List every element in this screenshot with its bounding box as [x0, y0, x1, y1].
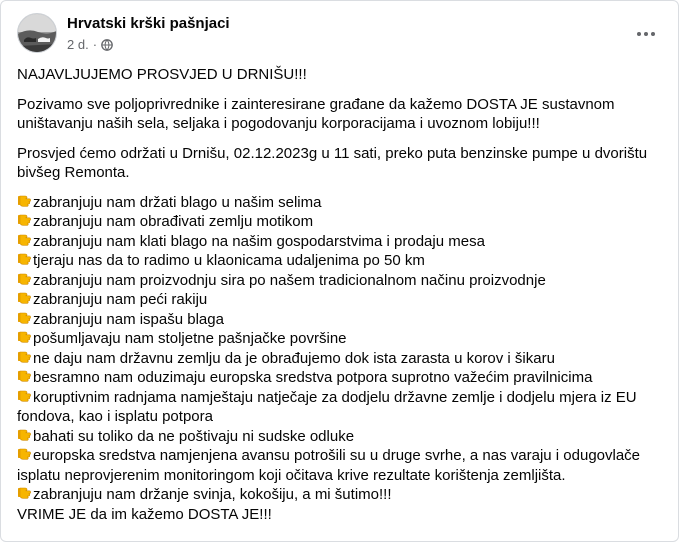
- list-item-text: europska sredstva namjenjena avansu potrošili su u druge svrhe, a nas varaju i odugovlače isplatu neprovjerenim monitoringom koji očitava krive rezultate korištenja zemljišta.: [17, 447, 641, 484]
- pointing-down-hand-icon: [17, 427, 33, 443]
- list-item-text: besramno nam oduzimaju europska sredstva potpora suprotno važećim pravilnicima: [33, 369, 593, 386]
- pointing-down-hand-icon: [17, 290, 33, 306]
- page-avatar[interactable]: [17, 13, 57, 53]
- pointing-down-hand-icon: [17, 329, 33, 345]
- post-body: [17, 65, 663, 524]
- post-invite-paragraph: Pozivamo sve poljoprivrednike i zainteresirane građane da kažemo DOSTA JE sustavnom uništavanju naših sela, seljaka i pogodovanju korporacijama i uvoznom lobiju!!!: [17, 95, 615, 132]
- grievance-list: [17, 193, 663, 505]
- post-timestamp[interactable]: 2 d.: [67, 37, 89, 52]
- list-item-text: tjeraju nas da to radimo u klaonicama udaljenima po 50 km: [33, 252, 425, 269]
- list-item: [17, 349, 663, 369]
- pointing-down-hand-icon: [17, 446, 33, 462]
- pointing-down-hand-icon: [17, 251, 33, 267]
- list-item: [17, 232, 663, 252]
- list-item: [17, 290, 663, 310]
- post-meta: [67, 37, 113, 52]
- list-item-text: ne daju nam državnu zemlju da je obrađujemo dok ista zarasta u korov i šikaru: [33, 349, 555, 367]
- list-item: [17, 310, 663, 330]
- meta-separator: ·: [92, 37, 98, 52]
- list-item-text: zabranjuju nam klati blago na našim gospodarstvima i prodaju mesa: [33, 232, 485, 250]
- pointing-down-hand-icon: [17, 193, 33, 209]
- pointing-down-hand-icon: [17, 271, 33, 287]
- pointing-down-hand-icon: [17, 232, 33, 248]
- list-item: [17, 329, 663, 349]
- list-item: [17, 485, 663, 505]
- post-closing-line: VRIME JE da im kažemo DOSTA JE!!!: [17, 505, 272, 523]
- list-item: [17, 271, 663, 291]
- post-header: [17, 13, 662, 55]
- list-item: [17, 193, 663, 213]
- list-item-text: bahati su toliko da ne poštivaju ni sudske odluke: [33, 427, 355, 445]
- list-item: [17, 427, 663, 447]
- post-heading-paragraph: NAJAVLJUJEMO PROSVJED U DRNIŠU!!!: [17, 66, 307, 83]
- list-item: [17, 251, 663, 271]
- pointing-down-hand-icon: [17, 310, 33, 326]
- pointing-down-hand-icon: [17, 368, 33, 384]
- list-item-text: zabranjuju nam obrađivati zemlju motikom: [33, 213, 314, 230]
- page-name-link[interactable]: Hrvatski krški pašnjaci: [67, 15, 230, 32]
- list-item-text: zabranjuju nam peći rakiju: [33, 291, 208, 308]
- list-item-text: pošumljavaju nam stoljetne pašnjačke površine: [33, 330, 347, 347]
- list-item: [17, 368, 663, 388]
- list-item-text: zabranjuju nam držanje svinja, kokošiju, a mi šutimo!!!: [33, 486, 392, 503]
- list-item-text: zabranjuju nam držati blago u našim selima: [33, 193, 322, 211]
- pointing-down-hand-icon: [17, 212, 33, 228]
- list-item-text: koruptivnim radnjama namještaju natječaje za dodjelu državne zemlje i dodjelu mjera iz EU fondova, kao i isplatu potpora: [17, 388, 637, 425]
- more-horizontal-icon: [636, 24, 656, 42]
- pointing-down-hand-icon: [17, 349, 33, 365]
- pointing-down-hand-icon: [17, 388, 33, 404]
- pointing-down-hand-icon: [17, 485, 33, 501]
- more-options-button[interactable]: [630, 17, 662, 49]
- list-item: [17, 212, 663, 232]
- list-item-text: zabranjuju nam proizvodnju sira po našem tradicionalnom načinu proizvodnje: [33, 271, 546, 289]
- list-item: [17, 388, 663, 427]
- avatar-landscape-image: [18, 14, 57, 53]
- list-item: [17, 446, 663, 485]
- post-details-paragraph: Prosvjed ćemo održati u Drnišu, 02.12.2023g u 11 sati, preko puta benzinske pumpe u dvorištu bivšeg Remonta.: [17, 144, 648, 181]
- list-item-text: zabranjuju nam ispašu blaga: [33, 310, 224, 328]
- globe-icon[interactable]: [101, 39, 113, 51]
